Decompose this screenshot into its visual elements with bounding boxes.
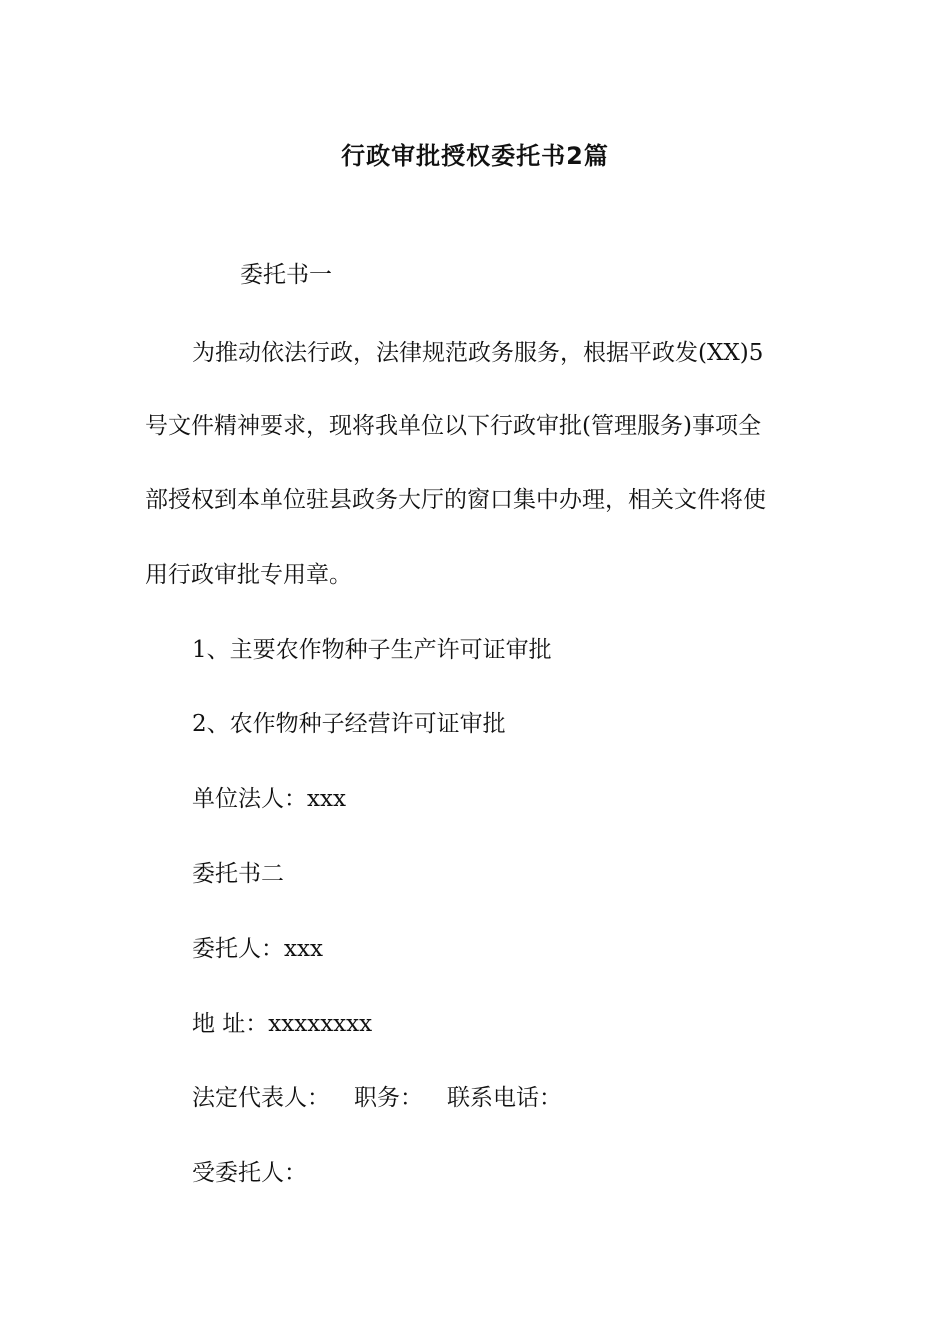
paragraph-line-1: 为推动依法行政，法律规范政务服务，根据平政发(XX)5 bbox=[192, 340, 764, 366]
representative-label: 法定代表人： bbox=[192, 1085, 330, 1111]
paragraph-line-3: 部授权到本单位驻县政务大厅的窗口集中办理，相关文件将使 bbox=[145, 487, 766, 513]
representative-line bbox=[192, 1083, 562, 1113]
paragraph-line-2: 号文件精神要求，现将我单位以下行政审批(管理服务)事项全 bbox=[145, 413, 761, 439]
legal-person: 单位法人：xxx bbox=[192, 786, 346, 812]
document-title: 行政审批授权委托书2篇 bbox=[341, 142, 609, 170]
address: 地 址：xxxxxxxx bbox=[192, 1011, 373, 1037]
heading-two: 委托书二 bbox=[192, 861, 284, 887]
position-label: 职务： bbox=[354, 1085, 423, 1111]
phone-label: 联系电话： bbox=[447, 1085, 562, 1111]
item-2: 2、农作物种子经营许可证审批 bbox=[192, 711, 506, 737]
heading-one: 委托书一 bbox=[240, 262, 332, 288]
agent: 受委托人： bbox=[192, 1160, 307, 1186]
principal: 委托人：xxx bbox=[192, 936, 323, 962]
paragraph-line-4: 用行政审批专用章。 bbox=[145, 562, 352, 588]
item-1: 1、主要农作物种子生产许可证审批 bbox=[192, 637, 552, 663]
